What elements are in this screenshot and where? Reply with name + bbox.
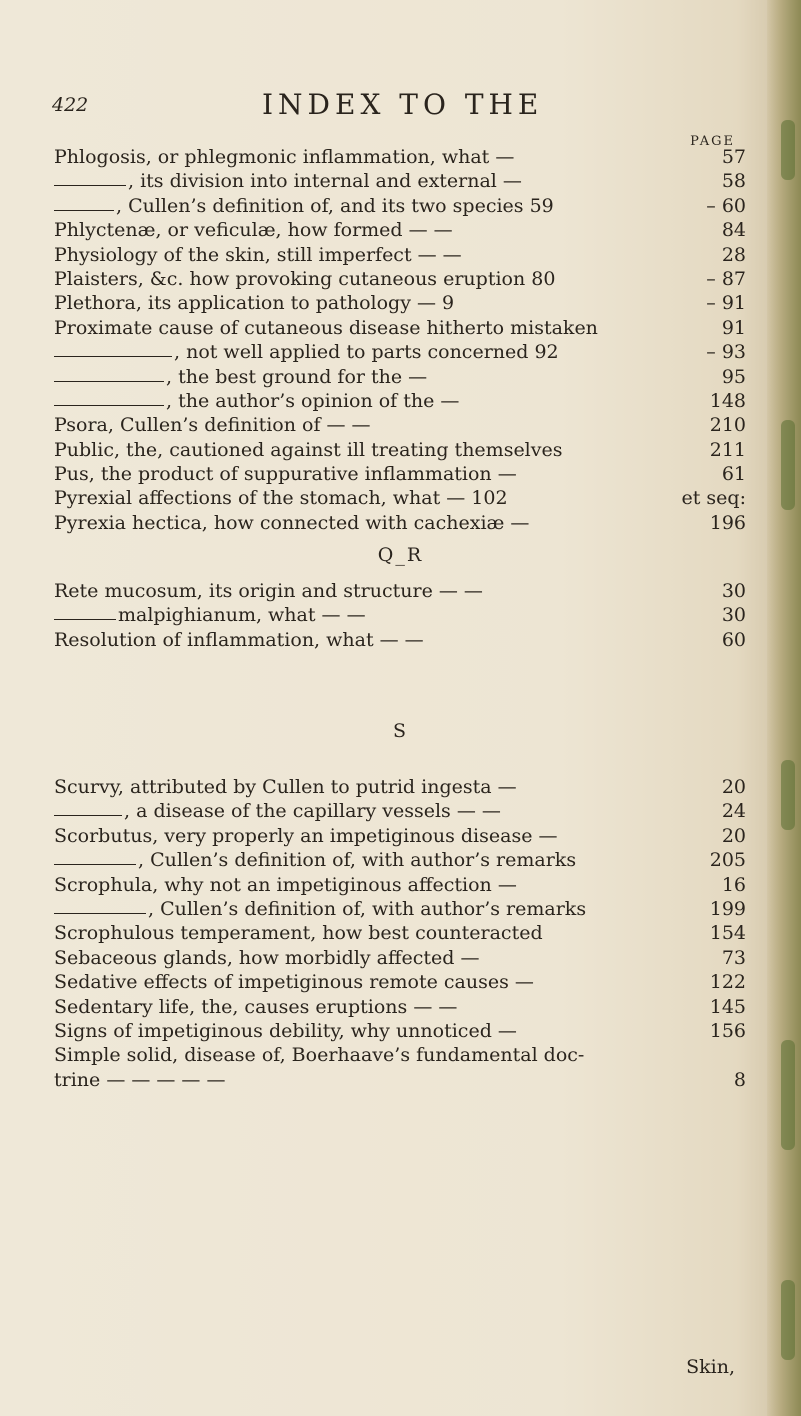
entry-page-number: 199 bbox=[709, 897, 746, 920]
index-entry bbox=[54, 292, 746, 316]
entry-label: Public, the, cautioned against ill treating themselves bbox=[54, 438, 563, 461]
entry-text bbox=[54, 825, 666, 847]
entry-label: Scorbutus, very properly an impetiginous disease — bbox=[54, 824, 558, 847]
entry-page-number: et seq: bbox=[681, 487, 746, 510]
entry-label: trine — — — — — bbox=[54, 1068, 226, 1091]
entry-label: Plethora, its application to pathology — 9 bbox=[54, 292, 455, 315]
index-entry bbox=[54, 146, 746, 170]
index-entry bbox=[54, 922, 746, 946]
entry-page-number: 28 bbox=[721, 243, 746, 266]
entry-label: malpighianum, what — — bbox=[118, 604, 366, 627]
entry-label: Pyrexia hectica, how connected with cachexiæ — bbox=[54, 511, 530, 534]
entry-page-number: 24 bbox=[721, 800, 746, 823]
entry-text bbox=[124, 800, 666, 822]
entry-page-number: 210 bbox=[709, 414, 746, 437]
entry-text bbox=[54, 317, 666, 339]
entry-text bbox=[174, 341, 666, 363]
ditto-dash bbox=[54, 210, 114, 211]
entry-text bbox=[54, 922, 666, 944]
index-group-s bbox=[54, 776, 746, 1093]
index-entry bbox=[54, 1044, 746, 1068]
entry-text bbox=[54, 1020, 666, 1042]
entry-label: Resolution of inflammation, what — — bbox=[54, 628, 424, 651]
entry-text bbox=[166, 390, 666, 412]
entry-page-number: – 91 bbox=[706, 292, 746, 315]
index-entry bbox=[54, 604, 746, 628]
ditto-dash bbox=[54, 619, 116, 620]
entry-page-number: – 87 bbox=[706, 267, 746, 290]
entry-text bbox=[116, 195, 666, 217]
entry-label: Physiology of the skin, still imperfect — — bbox=[54, 243, 462, 266]
index-entry bbox=[54, 849, 746, 873]
index-entry bbox=[54, 874, 746, 898]
entry-text bbox=[54, 1044, 666, 1066]
index-entry bbox=[54, 195, 746, 219]
index-entry bbox=[54, 947, 746, 971]
running-head: INDEX TO THE bbox=[262, 88, 544, 121]
entry-label: Rete mucosum, its origin and structure — — bbox=[54, 580, 483, 602]
index-entry bbox=[54, 629, 746, 653]
entry-page-number: 156 bbox=[709, 1019, 746, 1042]
entry-text bbox=[54, 874, 666, 896]
entry-text bbox=[54, 463, 666, 485]
entry-text bbox=[54, 947, 666, 969]
entry-page-number: 60 bbox=[721, 628, 746, 651]
ditto-dash bbox=[54, 356, 172, 357]
stain-mark bbox=[781, 1280, 795, 1360]
entry-text bbox=[54, 776, 666, 798]
entry-text bbox=[54, 292, 666, 314]
entry-page-number: 154 bbox=[709, 922, 746, 945]
index-entry bbox=[54, 170, 746, 194]
entry-label: , not well applied to parts concerned 92 bbox=[174, 341, 559, 364]
index-entry bbox=[54, 390, 746, 414]
index-entry bbox=[54, 776, 746, 800]
index-entry bbox=[54, 341, 746, 365]
entry-text bbox=[54, 414, 666, 436]
entry-label: , Cullen’s definition of, and its two species 59 bbox=[116, 194, 554, 217]
entry-label: Sedative effects of impetiginous remote causes — bbox=[54, 971, 534, 994]
entry-label: , the best ground for the — bbox=[166, 365, 428, 388]
entry-text bbox=[138, 849, 666, 871]
index-group-p bbox=[54, 146, 746, 536]
index-entry bbox=[54, 825, 746, 849]
section-letter-s: S bbox=[392, 720, 409, 742]
entry-label: Phlyctenæ, or veficulæ, how formed — — bbox=[54, 219, 453, 242]
entry-label: Proximate cause of cutaneous disease hitherto mistaken bbox=[54, 316, 598, 339]
entry-text bbox=[54, 629, 666, 651]
entry-label: Sebaceous glands, how morbidly affected — bbox=[54, 946, 480, 969]
entry-text bbox=[128, 170, 666, 192]
entry-page-number: 148 bbox=[709, 389, 746, 412]
entry-text bbox=[148, 898, 666, 920]
entry-text bbox=[54, 487, 666, 509]
entry-label: Plaisters, &c. how provoking cutaneous eruption 80 bbox=[54, 267, 556, 290]
entry-page-number: 145 bbox=[709, 995, 746, 1018]
stain-mark bbox=[781, 760, 795, 830]
section-letter-qr: Q_R bbox=[377, 544, 424, 566]
entry-page-number: 16 bbox=[721, 873, 746, 896]
entry-page-number: 91 bbox=[721, 316, 746, 339]
entry-label: Psora, Cullen’s definition of — — bbox=[54, 414, 371, 437]
index-entry bbox=[54, 317, 746, 341]
entry-label: , Cullen’s definition of, with author’s remarks bbox=[148, 897, 587, 920]
entry-text bbox=[54, 268, 666, 290]
entry-text bbox=[54, 1069, 666, 1091]
entry-page-number: 84 bbox=[721, 219, 746, 242]
entry-page-number: 30 bbox=[721, 580, 746, 602]
entry-label: Phlogosis, or phlegmonic inflammation, what — bbox=[54, 146, 515, 168]
entry-page-number: 73 bbox=[721, 946, 746, 969]
entry-page-number: 205 bbox=[709, 849, 746, 872]
entry-page-number: 58 bbox=[721, 170, 746, 193]
entry-page-number: 30 bbox=[721, 604, 746, 627]
page-number: 422 bbox=[52, 94, 89, 116]
entry-page-number: 20 bbox=[721, 776, 746, 798]
entry-label: Scurvy, attributed by Cullen to putrid ingesta — bbox=[54, 776, 517, 798]
entry-page-number: 61 bbox=[721, 463, 746, 486]
page-edge-shadow bbox=[767, 0, 801, 1416]
index-entry bbox=[54, 414, 746, 438]
entry-label: Pus, the product of suppurative inflammation — bbox=[54, 463, 517, 486]
entry-text bbox=[54, 580, 666, 602]
entry-label: , a disease of the capillary vessels — — bbox=[124, 800, 501, 823]
stain-mark bbox=[781, 1040, 795, 1150]
entry-label: Sedentary life, the, causes eruptions — — bbox=[54, 995, 458, 1018]
index-group-r bbox=[54, 580, 746, 653]
entry-text bbox=[54, 971, 666, 993]
entry-page-number: 122 bbox=[709, 971, 746, 994]
stain-mark bbox=[781, 120, 795, 180]
entry-label: Scrophula, why not an impetiginous affection — bbox=[54, 873, 517, 896]
index-entry bbox=[54, 512, 746, 536]
index-entry bbox=[54, 580, 746, 604]
index-entry bbox=[54, 366, 746, 390]
entry-label: Simple solid, disease of, Boerhaave’s fundamental doc- bbox=[54, 1044, 585, 1067]
entry-label: , its division into internal and external — bbox=[128, 170, 522, 193]
index-entry bbox=[54, 800, 746, 824]
index-entry bbox=[54, 1069, 746, 1093]
entry-page-number: – 93 bbox=[706, 341, 746, 364]
entry-page-number: 211 bbox=[709, 438, 746, 461]
page-header bbox=[52, 88, 752, 128]
entry-text bbox=[54, 244, 666, 266]
entry-page-number: – 60 bbox=[706, 194, 746, 217]
entry-text bbox=[54, 219, 666, 241]
index-entry bbox=[54, 463, 746, 487]
entry-text bbox=[54, 996, 666, 1018]
index-entry bbox=[54, 996, 746, 1020]
ditto-dash bbox=[54, 913, 146, 914]
stain-mark bbox=[781, 420, 795, 510]
index-entry bbox=[54, 219, 746, 243]
entry-label: Scrophulous temperament, how best counteracted bbox=[54, 922, 543, 945]
entry-page-number: 8 bbox=[733, 1068, 746, 1091]
entry-page-number: 95 bbox=[721, 365, 746, 388]
page-column-label: PAGE bbox=[690, 134, 735, 149]
entry-text bbox=[54, 512, 666, 534]
entry-text bbox=[54, 146, 666, 168]
index-entry bbox=[54, 439, 746, 463]
ditto-dash bbox=[54, 864, 136, 865]
index-entry bbox=[54, 1020, 746, 1044]
index-entry bbox=[54, 244, 746, 268]
entry-page-number: 196 bbox=[709, 511, 746, 534]
ditto-dash bbox=[54, 405, 164, 406]
entry-label: , Cullen’s definition of, with author’s remarks bbox=[138, 849, 577, 872]
index-entry bbox=[54, 268, 746, 292]
entry-label: Pyrexial affections of the stomach, what — 102 bbox=[54, 487, 508, 510]
index-entry bbox=[54, 898, 746, 922]
entry-text bbox=[54, 439, 666, 461]
entry-label: , the author’s opinion of the — bbox=[166, 389, 460, 412]
ditto-dash bbox=[54, 185, 126, 186]
ditto-dash bbox=[54, 815, 122, 816]
entry-text bbox=[166, 366, 666, 388]
entry-page-number: 20 bbox=[721, 824, 746, 847]
catchword: Skin, bbox=[686, 1356, 735, 1378]
index-entry bbox=[54, 971, 746, 995]
entry-text bbox=[118, 604, 666, 626]
entry-label: Signs of impetiginous debility, why unnoticed — bbox=[54, 1019, 517, 1042]
ditto-dash bbox=[54, 381, 164, 382]
index-entry bbox=[54, 487, 746, 511]
entry-page-number: 57 bbox=[721, 146, 746, 168]
